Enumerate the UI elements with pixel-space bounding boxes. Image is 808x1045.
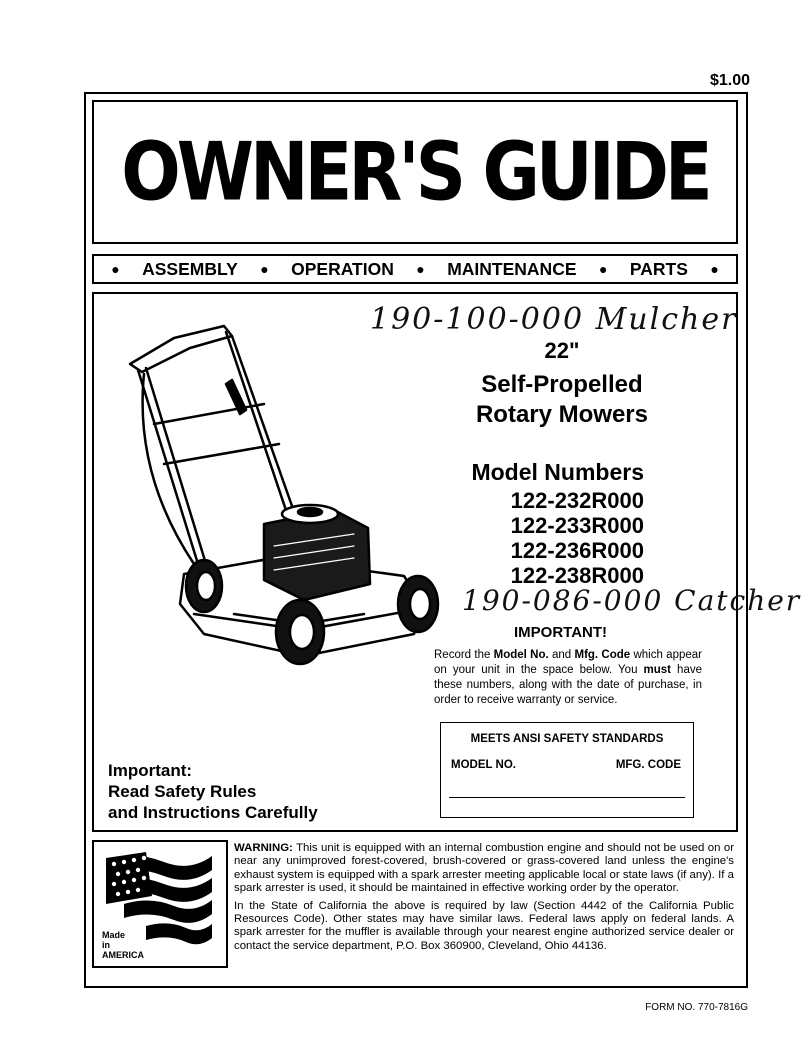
safety-standards-title: MEETS ANSI SAFETY STANDARDS — [470, 733, 664, 745]
topic-maintenance: MAINTENANCE — [447, 258, 577, 279]
safety-reminder-line2: Read Safety Rules — [108, 782, 257, 801]
page-title: OWNER'S GUIDE — [121, 124, 709, 220]
record-bold: must — [643, 664, 671, 676]
record-text: have these numbers, along with the date of purchase, in order to receive warranty or service. — [434, 664, 702, 706]
bullet-icon: ● — [416, 261, 425, 277]
record-text: and — [548, 649, 575, 661]
price-label: $1.00 — [709, 72, 750, 89]
model-number: 122-236R000 — [510, 538, 644, 563]
topic-parts: PARTS — [629, 258, 688, 279]
mower-size: 22" — [544, 338, 580, 363]
record-text: which appear on your unit in the space below. You — [434, 649, 702, 676]
important-heading: IMPORTANT! — [514, 624, 608, 641]
model-no-label: MODEL NO. — [451, 759, 516, 771]
topics-bar — [92, 254, 738, 284]
record-bold: Mfg. Code — [574, 649, 631, 661]
california-paragraph: In the State of California the above is required by law (Section 4442 of the California Public Resources Code). Other states may have similar laws. Federal laws apply on federal lands. A spark arrester for the muffler is available through your nearest engine authorized service dealer or contact the service department, P.O. Box 360900, Cleveland, Ohio 44136. — [234, 899, 734, 952]
model-number: 122-232R000 — [510, 488, 644, 513]
bullet-icon: ● — [598, 261, 608, 277]
form-number: FORM NO. 770-7816G — [645, 1002, 748, 1013]
main-box — [92, 292, 802, 832]
topic-assembly: ASSEMBLY — [142, 258, 238, 279]
made-line: in — [102, 940, 110, 950]
bullet-icon: ● — [710, 261, 719, 277]
bullet-icon: ● — [260, 261, 269, 277]
entry-line — [449, 797, 685, 798]
warning-text: This unit is equipped with an internal combustion engine and should not be used on or near any unimproved forest-covered, brush-covered or grass-covered land unless the engine's exhaust system is equipped with a spark arrester meeting applicable local or state laws (if any). If a spark arrester is used, it should be maintained in effective working order by the operator. — [234, 842, 734, 895]
flag-box — [92, 840, 228, 968]
product-title-line2: Rotary Mowers — [475, 401, 648, 428]
safety-reminder-line1: Important: — [108, 761, 193, 780]
bullet-icon: ● — [111, 261, 120, 277]
warning-notice — [234, 842, 734, 957]
model-numbers — [471, 460, 644, 588]
model-number: 122-233R000 — [510, 513, 644, 538]
topic-operation: OPERATION — [291, 258, 394, 279]
model-number: 122-238R000 — [510, 563, 644, 588]
handwritten-note-mulcher: 190-100-000 Mulcher — [370, 302, 738, 337]
warning-paragraph — [234, 842, 734, 896]
mfg-code-label: MFG. CODE — [615, 759, 681, 771]
record-bold: Model No. — [493, 649, 549, 661]
made-in-america — [102, 930, 144, 960]
lawn-mower-illustration — [114, 314, 454, 674]
record-instructions — [434, 648, 702, 708]
safety-reminder — [108, 760, 318, 823]
model-numbers-heading: Model Numbers — [471, 459, 644, 485]
product-title-line1: Self-Propelled — [481, 371, 643, 398]
safety-reminder-line3: and Instructions Carefully — [108, 803, 318, 822]
handwritten-note-catcher: 190-086-000 Catcher — [462, 584, 802, 617]
made-line: AMERICA — [102, 950, 144, 960]
warning-label: WARNING: — [234, 842, 293, 854]
record-text: Record the — [434, 649, 494, 661]
made-line: Made — [102, 930, 126, 940]
title-box — [92, 100, 738, 244]
safety-standards-box — [440, 722, 694, 818]
product-block — [476, 338, 648, 430]
